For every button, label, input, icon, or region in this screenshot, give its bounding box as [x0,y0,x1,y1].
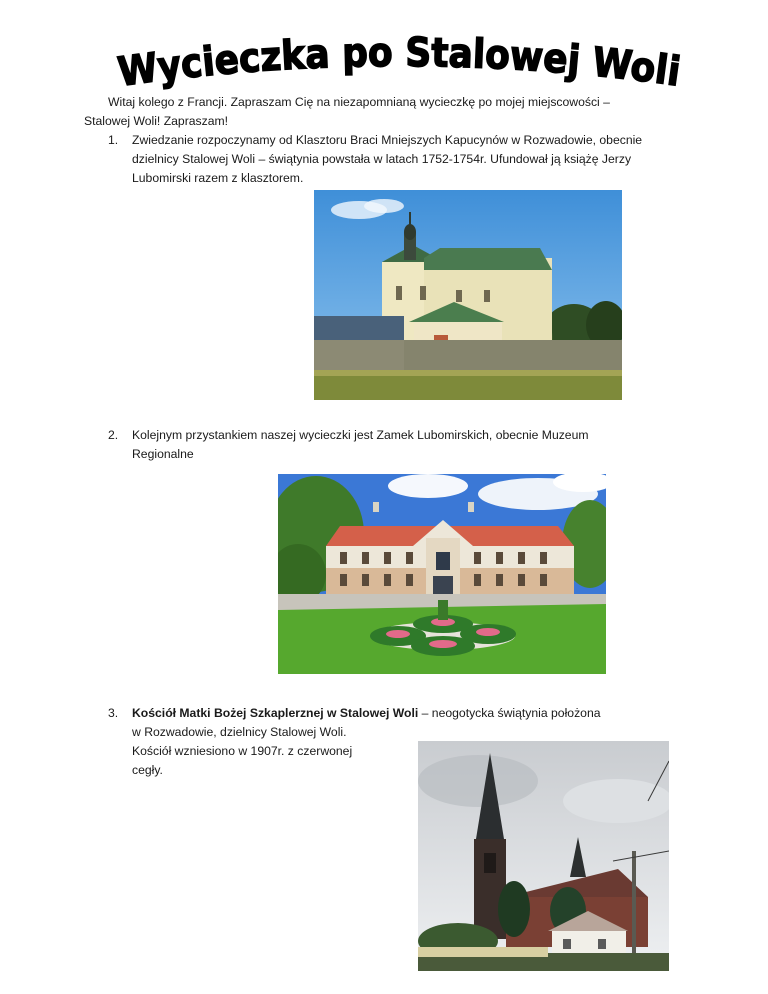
list-item [108,426,708,464]
item-text: Regionalne [132,447,194,461]
item-number: 2. [108,428,119,442]
item-number: 3. [108,706,119,720]
item-text: dzielnicy Stalowej Woli – świątynia powstała w latach 1752-1754r. Ufundował ją książę Jerzy [132,152,632,166]
item-text: Lubomirski razem z klasztorem. [132,171,304,185]
svg-text:Wycieczka po Stalowej Woli [115,34,683,94]
page-title [110,34,690,94]
intro-line: Witaj kolego z Francji. Zapraszam Cię na niezapomnianą wycieczkę po mojej miejscowości – [108,95,610,109]
item-text: Kolejnym przystankiem naszej wycieczki jest Zamek Lubomirskich, obecnie Muzeum [132,428,589,442]
item-text [132,704,708,723]
item-text: Zwiedzanie rozpoczynamy od Klasztoru Braci Mniejszych Kapucynów w Rozwadowie, obecnie [132,133,643,147]
intro-line: Stalowej Woli! Zapraszam! [84,114,229,128]
intro-paragraph [84,93,684,131]
item-number: 1. [108,133,119,147]
item-text: w Rozwadowie, dzielnicy Stalowej Woli. [132,725,347,739]
item-text-rest: – neogotycka świątynia położona [418,706,601,720]
church-photo [418,741,669,971]
title-text: Wycieczka po Stalowej Woli [115,34,685,94]
item-text: cegły. [132,763,163,777]
castle-museum-photo [278,474,606,674]
church-name: Kościół Matki Bożej Szkaplerznej w Stalowej Woli [132,706,419,720]
list-item [108,131,708,188]
monastery-photo [314,190,622,400]
item-text: Kościół wzniesiono w 1907r. z czerwonej [132,744,353,758]
